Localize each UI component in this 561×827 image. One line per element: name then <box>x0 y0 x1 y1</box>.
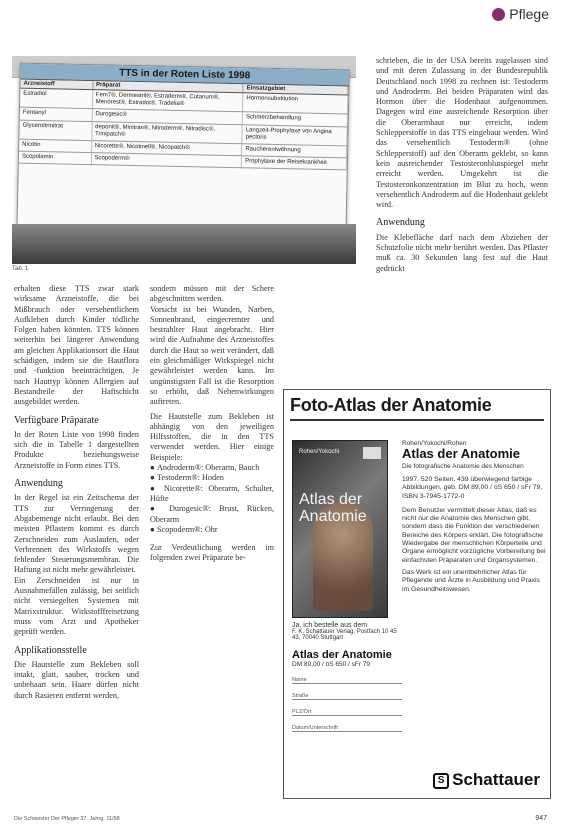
ad-book-title: Atlas der Anatomie <box>402 446 520 461</box>
paragraph: Die Klebefläche darf nach dem Abziehen der Schutzfolie nicht mehr berührt werden. Das Pflaster muß ca. 30 Sekunden lang fest auf die Haut gedrückt <box>376 232 548 273</box>
table-figure <box>12 56 356 264</box>
list-item: ● Androderm®: Oberarm, Bauch <box>150 463 274 473</box>
table-cell: Schmerzbehandlung <box>242 112 347 126</box>
table-cell: Nicorette®, Nicotinell®, Nicopatch® <box>91 141 242 156</box>
photo-background <box>12 224 356 264</box>
table-cell: Scopoderm® <box>91 153 242 168</box>
section-title: Pflege <box>509 6 549 22</box>
paragraph: Vorsicht ist bei Wunden, Narben, Sonnenbrand, eingecremter und bestrahlter Haut angebracht. Hier wird die Aufnahme des Arzneistoffes durch die Haut so weit verändert, daß ein gleichmäßiger Wirkspiegel nicht gewährleistet werden kann. Im ungünstigsten Fall ist die Resorption so erhöht, daß Nebenwirkungen auftreten. <box>150 304 274 407</box>
list-item: ● Testoderm®: Hoden <box>150 473 274 483</box>
paragraph: erhalten diese TTS zwar stark wirksame Arzneistoffe, die bei Mißbrauch oder versehentlichem Aufkleben durch Kinder tödliche Folgen haben könnten. TTS können weiterhin bei längerer Anwendung am gleichen Applikationsort die Haut schädigen, indem sie die Hautflora und -funktion beeinträchtigen. Je nach Hauttyp können Allergien auf Bestandteile der Haftschicht ausgebildet werden. <box>14 284 139 407</box>
table-cell: Glyceroltrinitrat <box>19 120 91 141</box>
paragraph: In der Regel ist ein Zeitschema der TTS zur Verringerung der Abgabemenge nicht erlaubt. Bei den meisten Pflastern kommt es durch Zerschneiden zum Auslaufen, oder Verbrennen des Wirkstoffs wegen fehlender Steuerungsmembran. Die Haftung ist nicht mehr gewährleistet. <box>14 493 139 575</box>
ad-authors: Rohen/Yokochi/Rohen <box>402 440 467 447</box>
footer-journal: Die Schwester Der Pfleger 37. Jahrg. 11/98 <box>14 816 120 822</box>
ad-book-subtitle: Die fotografische Anatomie des Menschen <box>402 463 524 470</box>
paragraph: Ein Zerschneiden ist nur in Ausnahmefällen zulässig, bei seitlich nicht versiegelten Systemen mit Matrixstruktur. Wirkstofffreisetzung muss vom Arzt und Apotheker geprüft werden. <box>14 575 139 637</box>
publisher-badge-icon <box>363 447 381 459</box>
section-heading: Anwendung <box>14 478 63 490</box>
table-header: Arzneistoff <box>20 80 92 90</box>
table-cell: Hormonsubstitution <box>243 93 348 115</box>
book-cover-title: Atlas der Anatomie <box>299 491 367 525</box>
table-paper <box>16 63 350 250</box>
schattauer-logo-icon: S <box>433 773 449 789</box>
text-column-left <box>14 284 139 701</box>
page-number: 947 <box>535 815 547 822</box>
list-item: ● Scopoderm®: Ohr <box>150 525 274 535</box>
table-cell: Fentanyl <box>20 107 92 121</box>
table-cell: Raucherentwöhnung <box>242 144 347 158</box>
section-heading: Applikationsstelle <box>14 644 87 656</box>
publisher-logo <box>433 770 540 790</box>
table-cell: Estradiol <box>20 88 92 109</box>
ad-book-info: 1997. 520 Seiten, 439 überwiegend farbige Abbildungen, geb. DM 89,00 / öS 650 / sFr 79, ISBN 3-7945-1772-0 <box>402 476 543 500</box>
coupon-intro: Ja, ich bestelle aus dem <box>292 622 368 629</box>
table-title: TTS in der Roten Liste 1998 <box>21 64 349 87</box>
divider <box>290 419 544 421</box>
section-heading: Verfügbare Präparate <box>14 414 99 426</box>
list-item: ● Durogesic®: Brust, Rücken, Oberarm <box>150 504 274 525</box>
paragraph: schrieben, die in der USA bereits zugelassen sind und mit deren Zulassung in der Bundesrepublik Deutschland noch 1998 zu rechnen ist: Testoderm und Androderm. Bei beiden Präparaten wird das Hormon über die Hodenhaut aufgenommen. Dagegen wird eine ausreichende Resorption über die Oberarmhaut nur erreicht, indem Schlepperstoffe in das TTS eingebaut werden. Wird das versehentlich Testoderm® (ohne Schlepperstoff) auf den Oberarm geklebt, so kann kein ausreichender Testosteronblutspiegel mehr erreicht werden. Umgekehrt ist die Testosteronkonzentration im Blut zu hoch, wenn versehentlich Androderm auf die Hodenhaut geklebt wird. <box>376 56 548 210</box>
paragraph: In der Roten Liste von 1998 finden sich die in Tabelle 1 dargestellten Produkte beziehungsweise Arzneistoffe in Form eines TTS. <box>14 429 139 470</box>
tts-table <box>19 80 349 171</box>
table-header: Präparat <box>92 81 243 93</box>
paragraph: sondern müssen mit der Schere abgeschnitten werden. <box>150 284 274 304</box>
coupon-address: F. K. Schattauer Verlag, Postfach 10 45 43, 70040 Stuttgart <box>292 629 397 641</box>
table-cell: deponit®, Minitran®, Nitroderm®, Nitradisc®, Trinipatch® <box>91 121 242 144</box>
section-dot-icon <box>492 8 505 21</box>
paragraph: Die Hautstelle zum Bekleben soll intakt, glatt, sauber, trocken und unbehaart sein. Haare dürfen nicht durch Rasieren entfernt werden, <box>14 659 139 700</box>
section-header <box>492 6 549 22</box>
table-cell: Scopolamin <box>19 151 91 165</box>
table-cell: Durogesic® <box>92 109 243 124</box>
coupon-field-city[interactable]: PLZ/Ort <box>292 700 402 716</box>
ad-description <box>402 440 548 594</box>
ad-title: Foto-Atlas der Anatomie <box>290 395 492 415</box>
coupon-field-signature[interactable]: Datum/Unterschrift <box>292 716 402 732</box>
table-cell: Fem7®, Dermestril®, Estraderm®, Cutanum®, Menorest®, Estradot®, Tradelia® <box>92 90 243 113</box>
book-author: Rohen/Yokochi <box>299 449 340 455</box>
coupon-title: Atlas der Anatomie <box>292 649 392 661</box>
coupon-field-name[interactable]: Name <box>292 668 402 684</box>
text-column-middle <box>150 284 274 564</box>
text-column-right <box>376 56 548 274</box>
publisher-name: Schattauer <box>452 770 540 789</box>
table-cell: Prophylaxe der Reisekrankheit <box>241 156 346 170</box>
table-cell: Langzeit-Prophylaxe von Angina pectoris <box>242 124 347 146</box>
book-cover <box>292 440 388 618</box>
table-header: Einsatzgebiet <box>243 84 348 95</box>
section-heading: Anwendung <box>376 217 425 229</box>
ad-book-description: Dem Benutzer vermittelt dieser Atlas, daß es nicht nur die Anatomie des Menschen gibt, sondern dass die Funktion der verschiedenen Bereiche des Körpers erklärt. Die fotografische Wiedergabe der menschlichen Körperteile und Organe ermöglicht vorzügliche Vorbereitung bei einfachsten Präparaten und Organsystemen. <box>402 506 546 564</box>
figure-caption: Tab. 1 <box>12 266 29 272</box>
list-item: ● Nicorette®: Oberarm, Schulter, Hüfte <box>150 484 274 505</box>
ad-book-description: Das Werk ist ein unentbehrlicher Atlas für Pflegende und Ärzte in Ausbildung und Praxis im Gesundheitswesen. <box>402 568 540 593</box>
coupon-field-street[interactable]: Straße <box>292 684 402 700</box>
order-coupon <box>292 622 402 792</box>
bullet-list <box>150 463 274 535</box>
paragraph: Zur Verdeutlichung werden im folgenden zwei Präparate be- <box>150 543 274 563</box>
book-advertisement <box>283 389 551 799</box>
table-cell: Nicotin <box>19 139 91 153</box>
coupon-price: DM 89,00 / öS 650 / sFr 79 <box>292 661 371 668</box>
paragraph: Die Hautstelle zum Bekleben ist abhängig von den jeweiligen Hilfsstoffen, die in den TTS verwendet werden. Hier einige Beispiele: <box>150 411 274 462</box>
